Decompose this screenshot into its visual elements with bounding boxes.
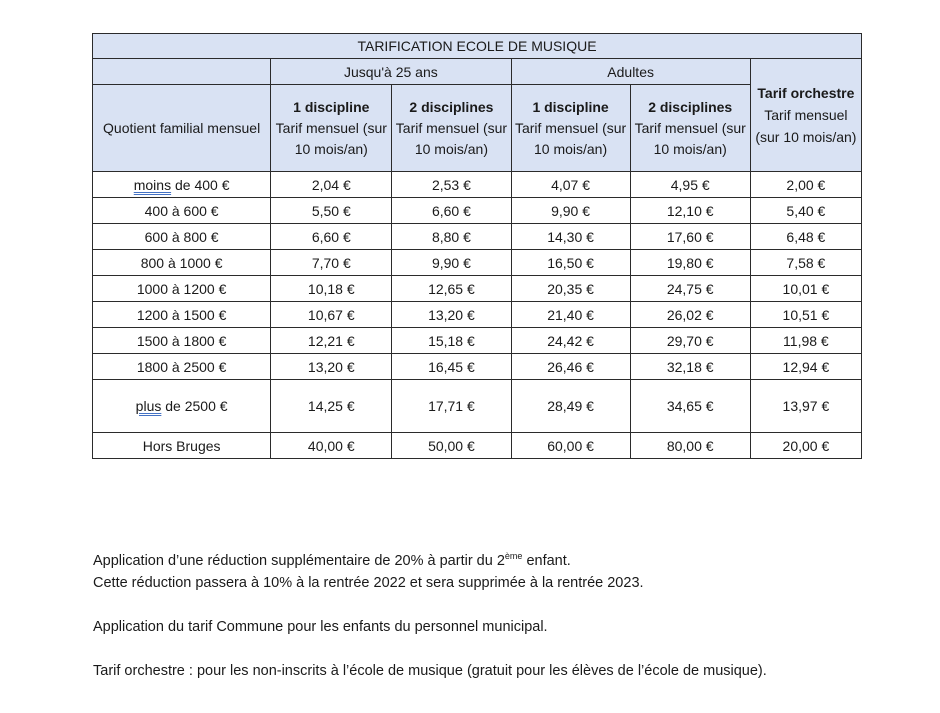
quotient-cell: 1200 à 1500 € <box>93 302 271 328</box>
value-cell: 14,30 € <box>511 224 630 250</box>
value-cell: 4,07 € <box>511 172 630 198</box>
tarification-table <box>92 33 862 459</box>
value-cell: 16,50 € <box>511 250 630 276</box>
value-cell: 6,60 € <box>271 224 392 250</box>
value-cell: 40,00 € <box>271 433 392 459</box>
value-cell: 2,53 € <box>392 172 511 198</box>
value-cell: 8,80 € <box>392 224 511 250</box>
subheader-adultes-1-discipline <box>511 85 630 172</box>
value-cell: 26,46 € <box>511 354 630 380</box>
table-row <box>93 380 862 433</box>
table-row <box>93 354 862 380</box>
header-blank-cell <box>93 59 271 85</box>
value-cell: 32,18 € <box>630 354 750 380</box>
value-cell: 13,20 € <box>271 354 392 380</box>
value-cell: 5,40 € <box>750 198 861 224</box>
value-cell: 29,70 € <box>630 328 750 354</box>
header-tarif-orchestre <box>750 59 861 172</box>
note-tarif-orchestre: Tarif orchestre : pour les non-inscrits à l’école de musique (gratuit pour les élèves de l’école de musique). <box>93 663 767 679</box>
notes-section <box>93 550 893 682</box>
value-cell: 24,75 € <box>630 276 750 302</box>
value-cell: 14,25 € <box>271 380 392 433</box>
subheader-label: 1 discipline <box>532 98 609 115</box>
subheader-jeunes-2-disciplines <box>392 85 511 172</box>
note-reduction-change: Cette réduction passera à 10% à la rentrée 2022 et sera supprimée à la rentrée 2023. <box>93 575 644 591</box>
quotient-cell: 800 à 1000 € <box>93 250 271 276</box>
subheader-unit: Tarif mensuel (sur 10 mois/an) <box>275 119 387 157</box>
value-cell: 24,42 € <box>511 328 630 354</box>
subheader-jeunes-1-discipline <box>271 85 392 172</box>
value-cell: 5,50 € <box>271 198 392 224</box>
value-cell: 2,00 € <box>750 172 861 198</box>
note-superscript: ème <box>504 551 523 562</box>
value-cell: 9,90 € <box>392 250 511 276</box>
value-cell: 21,40 € <box>511 302 630 328</box>
quotient-cell <box>93 380 271 433</box>
paragraph-gap <box>93 638 893 660</box>
table-row <box>93 198 862 224</box>
paragraph-gap <box>93 594 893 616</box>
quotient-rest: de 2500 € <box>161 398 228 414</box>
note-reduction <box>93 550 893 572</box>
value-cell: 9,90 € <box>511 198 630 224</box>
value-cell: 60,00 € <box>511 433 630 459</box>
value-cell: 80,00 € <box>630 433 750 459</box>
quotient-prefix: plus <box>135 398 162 414</box>
table-row <box>93 172 862 198</box>
value-cell: 17,71 € <box>392 380 511 433</box>
quotient-cell <box>93 172 271 198</box>
value-cell: 34,65 € <box>630 380 750 433</box>
quotient-cell: 1800 à 2500 € <box>93 354 271 380</box>
value-cell: 10,01 € <box>750 276 861 302</box>
subheader-unit: Tarif mensuel (sur 10 mois/an) <box>395 119 508 157</box>
value-cell: 26,02 € <box>630 302 750 328</box>
subheader-label: 2 disciplines <box>409 98 494 115</box>
value-cell: 10,67 € <box>271 302 392 328</box>
note-text: enfant. <box>522 553 571 569</box>
value-cell: 12,94 € <box>750 354 861 380</box>
group-header-jeunes: Jusqu'à 25 ans <box>271 59 511 85</box>
value-cell: 50,00 € <box>392 433 511 459</box>
table-row <box>93 433 862 459</box>
value-cell: 13,20 € <box>392 302 511 328</box>
table-row <box>93 328 862 354</box>
value-cell: 2,04 € <box>271 172 392 198</box>
table-title: TARIFICATION ECOLE DE MUSIQUE <box>93 34 862 59</box>
table-row <box>93 276 862 302</box>
subheader-unit: Tarif mensuel (sur 10 mois/an) <box>514 119 627 157</box>
quotient-cell: Hors Bruges <box>93 433 271 459</box>
value-cell: 12,21 € <box>271 328 392 354</box>
orchestre-unit: Tarif mensuel (sur 10 mois/an) <box>755 107 857 145</box>
row-header-quotient: Quotient familial mensuel <box>93 85 271 172</box>
group-header-adultes: Adultes <box>511 59 750 85</box>
value-cell: 11,98 € <box>750 328 861 354</box>
value-cell: 13,97 € <box>750 380 861 433</box>
value-cell: 7,70 € <box>271 250 392 276</box>
quotient-cell: 1500 à 1800 € <box>93 328 271 354</box>
subheader-label: 1 discipline <box>293 98 370 115</box>
value-cell: 20,35 € <box>511 276 630 302</box>
value-cell: 6,60 € <box>392 198 511 224</box>
value-cell: 4,95 € <box>630 172 750 198</box>
table-row <box>93 224 862 250</box>
quotient-cell: 1000 à 1200 € <box>93 276 271 302</box>
quotient-cell: 600 à 800 € <box>93 224 271 250</box>
quotient-cell: 400 à 600 € <box>93 198 271 224</box>
value-cell: 6,48 € <box>750 224 861 250</box>
note-tarif-commune: Application du tarif Commune pour les enfants du personnel municipal. <box>93 619 548 635</box>
quotient-prefix: moins <box>133 176 172 193</box>
note-text: Application d’une réduction supplémentaire de 20% à partir du 2 <box>93 553 505 569</box>
value-cell: 7,58 € <box>750 250 861 276</box>
subheader-label: 2 disciplines <box>648 98 733 115</box>
value-cell: 12,10 € <box>630 198 750 224</box>
value-cell: 15,18 € <box>392 328 511 354</box>
value-cell: 10,18 € <box>271 276 392 302</box>
table-row <box>93 250 862 276</box>
subheader-adultes-2-disciplines <box>630 85 750 172</box>
value-cell: 17,60 € <box>630 224 750 250</box>
value-cell: 16,45 € <box>392 354 511 380</box>
value-cell: 20,00 € <box>750 433 861 459</box>
value-cell: 19,80 € <box>630 250 750 276</box>
value-cell: 10,51 € <box>750 302 861 328</box>
value-cell: 12,65 € <box>392 276 511 302</box>
value-cell: 28,49 € <box>511 380 630 433</box>
orchestre-title: Tarif orchestre <box>757 85 855 101</box>
subheader-unit: Tarif mensuel (sur 10 mois/an) <box>634 119 746 157</box>
quotient-rest: de 400 € <box>171 176 230 193</box>
table-row <box>93 302 862 328</box>
